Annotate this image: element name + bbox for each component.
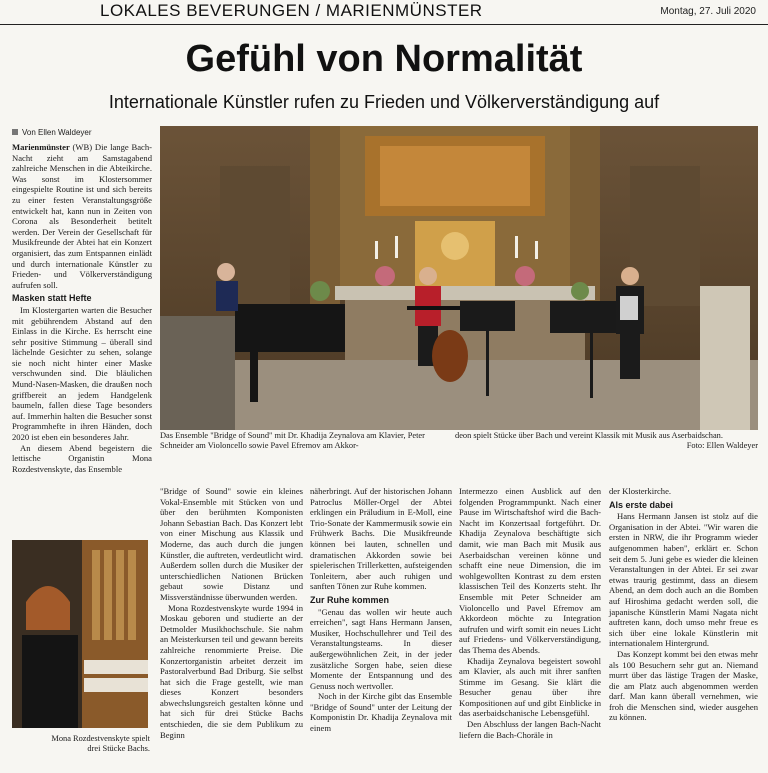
paragraph: Hans Hermann Jansen ist stolz auf die Organisation in der Abtei. "Wir waren die ersten in NRW, die ihr Programm wieder aufgenommen haben", erklärt er. Schon seit dem 5. Juni gebe es wieder die kleinen Veranstaltungen in der Abtei. Er sei zwar etwas traurig gestimmt, dass an diesem Abend, an dem doch auch an die Bomben auf Hiroshima gedacht werden soll, die japanische Künstlerin Mami Nagata nicht auftreten kann, doch umso mehr freue es sich über eine lokale Künstlerin mit internationalem Hintergrund.: [609, 511, 758, 649]
paragraph: näherbringt. Auf der historischen Johann Patroclus Möller-Orgel der Abtei erklingen ein Präludium in E-Moll, eine Trio-Sonate der Kammermusik sowie ein Frühwerk Bachs. Die Musikfreunde können bei lauten, schnellen und dramatischen Akkorden sowie bei spielerischen Trillerketten, aufsteigenden Tonleitern, aber auch ruhigen und sanften Tönen zur Ruhe kommen.: [310, 486, 452, 592]
paragraph: Khadija Zeynalova begeistert sowohl am Klavier, als auch mit ihrer sanften Stimme im Gesang. Sie klärt die Besucher genau über ihre Kompositionen auf und gibt Einblicke in das aserbaidschanische Lebensgefühl.: [459, 655, 601, 719]
article-column-1: [12, 142, 152, 474]
paragraph: An diesem Abend begeistern die lettische Organistin Mona Rozdestvenskyte, das Ensemble: [12, 442, 152, 474]
article-column-5: [609, 486, 758, 723]
intro-paragraph: [12, 142, 152, 290]
organist-illustration: [12, 540, 148, 728]
subheading-ruhe: Zur Ruhe kommen: [310, 594, 390, 605]
headline: Gefühl von Normalität: [185, 38, 583, 80]
subheading-masken: Masken statt Hefte: [12, 293, 92, 304]
photo-caption-left: Das Ensemble "Bridge of Sound" mit Dr. Khadija Zeynalova am Klavier, Peter Schneider am Violoncello sowie Pavel Efremov am Akkor-: [160, 431, 425, 451]
intro-text: (WB) Die lange Bach-Nacht zieht am Samstagabend zahlreiche Menschen in die Abteikirche. Was sonst im Klostersommer eingespielte Routine ist und sich bereits zu einer festen Veranstaltungsgröße entwickelt hat, kann nun in Zeiten von Corona als Besonderheit betitelt werden. Der Verein der Gesellschaft für Musikfreunde der Abtei hat ein Konzert organisiert, das zum Entspannen einlädt und durch internationale Künstler zu Frieden- und Völkerverständigung aufrufen soll.: [12, 142, 152, 290]
subheading-erste: Als erste dabei: [609, 499, 674, 510]
paragraph: Den Abschluss der langen Bach-Nacht liefern die Bach-Choräle in: [459, 719, 601, 740]
paragraph: Noch in der Kirche gibt das Ensemble "Bridge of Sound" unter der Leitung der Komponistin Dr. Khadija Zeynalova mit einem: [310, 691, 452, 734]
organist-photo: [12, 540, 148, 728]
byline-square-icon: [12, 129, 18, 135]
dateline: Marienmünster: [12, 142, 70, 152]
paragraph: "Genau das wollen wir heute auch erreichen", sagt Hans Hermann Jansen, Musiker, Hochschullehrer und Teil des Veranstaltungsteams. In dieser außergewöhnlichen Zeit, in der jeder zusätzliche Sorgen habe, seien diese Momente der Entspannung und des Genuss noch wertvoller.: [310, 606, 452, 691]
ensemble-photo: [160, 126, 758, 430]
paragraph: Mona Rozdestvenskyte wurde 1994 in Moskau geboren und studierte an der Detmolder Musikhochschule. Sie nahm an Meisterkursen teil und gewann bereits zahlreiche renommierte Preise. Die Konzertorganistin arbeitet derzeit im Pastoralverbund Bad Driburg. Sie selbst hat sich die Frage gestellt, wie man dieses Konzert besonders abwechslungsreich gestalten könne und hat sich für drei Stücke Bachs entschieden, die sie dem Publikum zu Beginn: [160, 602, 303, 740]
paragraph: der Klosterkirche.: [609, 486, 672, 496]
paragraph: Intermezzo einen Ausblick auf den folgenden Programmpunkt. Nach einer Pause im Wirtschaftshof wird die Bach-Nacht im Konzertsaal fortgeführt. Dr. Khadija Zeynalova beschäftigte sich damit, wie man Bach mit Musik aus Aserbaidschan vereinen könne und schafft eine neue Dimension, die im wohlgewollten Kontrast zu dem ersten klassischen Teil des Konzerts steht. Ihr Ensemble mit Peter Schneider am Violoncello und Pavel Efremov am Akkordeon möchte zu Integration aufrufen und wirft somit ein neues Licht auf Friedens- und Völkerverständigung, das Thema des Abends.: [459, 486, 601, 655]
paragraph: "Bridge of Sound" sowie ein kleines Vokal-Ensemble mit Stücken von und über den berühmten Komponisten Johann Sebastian Bach. Das Konzert lebt von einer Mischung aus Klassik und Moderne, das auch durch die jungen Künstler, die auftreten, verdeutlicht wird. Außerdem sollen durch die Musiker der unterschiedlichen Nationen Brücken gebaut sowie Distanz und Missverständnisse überwunden werden.: [160, 486, 303, 602]
article-column-3: [310, 486, 452, 734]
paragraph: Das Konzept kommt bei den etwas mehr als 100 Besuchern sehr gut an. Niemand murrt über das lästige Tragen der Maske, die am Platz auch abgenommen werden darf. Man kann überall vernehmen, wie froh die Menschen sind, wieder ausgehen zu können.: [609, 648, 758, 723]
issue-date: Montag, 27. Juli 2020: [660, 6, 756, 17]
byline: [12, 128, 92, 137]
page-header: [0, 0, 768, 25]
subheadline: Internationale Künstler rufen zu Frieden und Völkerverständigung auf: [108, 92, 660, 112]
byline-text: Von Ellen Waldeyer: [22, 128, 92, 137]
paragraph: Im Klostergarten warten die Besucher mit gebührendem Abstand auf den Einlass in die Kirche. Es herrscht eine sehr positive Stimmung – überall sind lächelnde Gesichter zu sehen, solange sie noch nicht hinter einer Maske verschwunden sind. Die bläulichen Mund-Nasen-Masken, die draußen noch griffbereit an jedem Handgelenk baumeln, fallen diese Tage besonders auf. Immerhin halten die Besucher sonst Programmhefte in ihren Händen, doch 2020 ist eben ein besonderes Jahr.: [12, 304, 152, 443]
photo-caption-right: [455, 431, 758, 452]
article-column-2: [160, 486, 303, 740]
section-title: LOKALES BEVERUNGEN / MARIENMÜNSTER: [100, 1, 483, 20]
organist-caption: Mona Rozdestvenskyte spielt drei Stücke Bachs.: [51, 734, 150, 754]
church-altar-illustration: [160, 126, 758, 430]
caption-continuation: deon spielt Stücke über Bach und vereint Klassik mit Musik aus Aserbaidschan.: [455, 431, 723, 440]
article-column-4: [459, 486, 601, 740]
photo-credit: Foto: Ellen Waldeyer: [686, 441, 758, 451]
